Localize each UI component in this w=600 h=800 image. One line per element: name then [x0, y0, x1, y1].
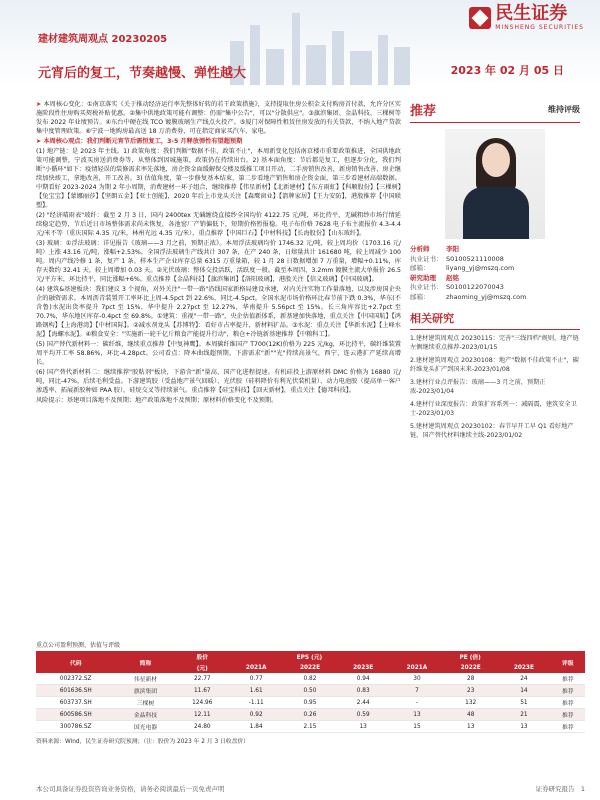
skyline-building [394, 47, 410, 85]
skyline-building [306, 45, 326, 85]
related-research-item[interactable]: 1.建材建筑周观点 20230115：完善"三线四档"规则，地产链左侧继续重点推荐-2023/01/15 [410, 335, 579, 351]
related-research-item[interactable]: 3.建材行业点评报告：玻璃——3 月之前，预期正浓-2023/01/04 [410, 379, 546, 395]
related-research-title: 相关研究 [410, 310, 580, 330]
disclaimer-text: 本公司具备证券投资咨询业务资格，请务必阅读最后一页免责声明 [36, 785, 225, 793]
logo-text-cn: 民生证券 [495, 3, 568, 24]
summary-paragraph: (2) "经济晴雨表"玻纤：截至 2 月 3 日，国内 2400tex 无碱缠绕直接纱全国均价 4122.75 元/吨，环比持平，无碱粗纱市场行情延续稳定趋势，节后近日市场整体需求尚未恢复，各池窑厂产销偏低下，短期价格暂报稳。电子布价格 7628 电子布主流报价 4.3-4.4 元/米不等（重庆国际 4.35 元/米，林州光远 4.35 元/米），重点推荐【中国巨石】【中材科技】【长海股份】【山东玻纤】。 [36, 212, 401, 237]
table-header: 股价 [175, 651, 229, 662]
table-subheader: 2022E [283, 662, 336, 673]
analyst-cert: S0100122070043 [446, 283, 504, 291]
forecast-table [36, 651, 585, 733]
skyline-building [350, 51, 372, 85]
related-research-item[interactable]: 2.建材建筑周观点 20230108：地产"数据不佳政策不止"，碳纤维龙头扩产到国未来-2023/01/08 [410, 357, 579, 373]
logo-icon [469, 7, 491, 29]
skyline-building [332, 31, 344, 85]
table-row: 600586.SH 金晶科技 12.11 0.92 0.26 0.59 13 48 21 推荐 [36, 709, 585, 721]
table-subheader: (元) [175, 662, 229, 673]
table-subheader: 2023E [497, 662, 550, 673]
summary-heading: ➤ 本周核心观点：我们判断元宵节后需恒复工，3-5 月释放弹性有望超预期 [36, 138, 243, 145]
table-subheader: 2022E [444, 662, 497, 673]
summary-paragraph: ➤ 本周核心变化：①南京落实《关于推动经济运行率先整体好转的若干政策措施》，支持提取住房公积金支付购房首付款，允许分区实施阶段性住房购买契税补贴优惠。②集中供地政策可能有调整：仍需"集中公告"，可以"分散供应"。③旗滨集团、金晶科技、三棵树等发布 2022 年业绩预告。④东台中硬在线 TCO 镀膜玻璃生产线点火投产。⑤厦门对保障性租赁住房发放的有关贷款，不纳入地产贷款集中度管理政策。⑥宁波一地购房最高送 18 万消费券，可在指定商家买汽车、家电。 [36, 101, 401, 135]
table-header: 代码 [36, 651, 115, 673]
page-title: 元宵后的复工，节奏越慢、弹性越大 [38, 66, 247, 81]
page-number: 1 [580, 785, 585, 793]
table-row: 300786.SZ 国光电器 24.80 1.84 2.15 13 15 13 13 推荐 [36, 721, 585, 733]
skyline-building [266, 49, 284, 85]
table-subheader: 2021A [229, 662, 283, 673]
page-footer [36, 784, 585, 793]
recommendation: 推荐 [410, 104, 437, 119]
related-research-item[interactable]: 5.建材建筑周观点 20230102：春节早开工早 Q1 看好地产链，国产替代材料继续主线-2023/01/02 [410, 423, 574, 439]
skyline-building [250, 25, 260, 85]
footer-right: 证券研究报告 1 [535, 785, 585, 793]
bullet-icon: ➤ [36, 138, 44, 145]
table-subheader: 2021A [390, 662, 444, 673]
table-source-note: 资料来源：Wind，民生证券研究院预测；（注：股价为 2023 年 2 月 3 日收盘价） [36, 739, 249, 745]
summary-paragraph: (1) 地产链：是 2023 年主线。1) 政策角度：我们判断"数据不佳，政策不止"，本周新变化包括南京楼市重要政策推进，全国供地政策可能调整，宁波买房送消费券等，从整体到因城施策，政策仍在持续出台。2) 基本面角度：节后都是复工，但逐步分化，我们判断"小循环"如下：疫情轻误的装修需求率先落地，房企资金面缓解保交楼及缓推工项目开动，二手房销售改善，新房销售改善，房企继续加快竣工，拿地改善，开工改善。3) 估值角度，第一步修复基本结束，第二步看地产销售和房企资金面，第三步看建材高端数据。中期看好 2023-2024 为期 2 年小周期，消费建材一环子组合，继续推荐【伟星新材】【北新建材】【东方雨虹】【科顺股份】【三棵树】【兔宝宝】【蒙娜丽莎】【坚朗五金】【亚士创能】，2020 年后上市龙头关注【森鹰窗业】【箭牌家居】【王力安防】，港股推荐【中国联塑】。 [36, 148, 401, 209]
table-header: 评级 [550, 651, 585, 673]
logo-text-en: MINSHENG SECURITIES [495, 24, 584, 31]
rating-row [410, 100, 580, 123]
analyst-name: 李阳 [446, 245, 459, 253]
table-subheader: 2023E [337, 662, 390, 673]
rating-status: 维持评级 [548, 105, 580, 114]
brand-logo [469, 4, 584, 31]
summary-paragraph: (6) 国产替代新材料二：继续推荐"胶粘剂"板块，下游含"新"量高，国产化进程提速。有机硅投上游原材料 DMC 价格为 16880 元/吨，同比-47%，后续毛利受益。下游建筑胶（受益地产景气回暖）、光伏胶（硅料降价有利光伏装机量）、动力电池胶（提高单一客户渗透率、拓展新胶种如 PAA 胶），硅烷交叉等持续景气。重点推荐【硅宝科技】【回天新材】，重点关注【德邦科技】。 [36, 369, 401, 394]
report-date: 2023 年 02 月 05 日 [450, 64, 564, 77]
table-row: 601636.SH 旗滨集团 11.67 1.61 0.50 0.83 7 23 14 推荐 [36, 685, 585, 697]
report-type: 建材建筑周观点 20230205 [38, 34, 168, 45]
skyline-building [378, 35, 388, 85]
analyst-cert: S0100521110008 [446, 254, 504, 263]
table-header: PE (倍) [390, 651, 551, 662]
analyst-name: 赵铭 [446, 273, 459, 282]
analyst-photo [445, 129, 545, 239]
skyline-building [292, 13, 300, 85]
analyst-block: 分析师 李阳 执业证书： S0100521110008 邮箱： liyang_yj@mszq.com 研究助理 赵铭 执业证书： S0100122070043 邮箱： zhaoming_yj@mszq.com [410, 245, 527, 301]
summary-paragraph: (5) 国产替代新材料一：碳纤维，继续重点推荐【中复神鹰】。本周碳纤维国产 T700(12K)价格为 225 元/kg，环比持平，碳纤维装置周平均开工率 58.86%，环比-4.28pct。公司看点：降本曲线超预期，下游需求"新""光"持续高景气，西宁、连云港扩产延续高增长。 [36, 341, 401, 366]
forecast-table-section [36, 640, 585, 745]
table-header: 简称 [115, 651, 175, 673]
summary-paragraph: (4) 建筑&基建板块：我们建议 3 个视角，对外关注"一带一路"沿线国家新格局建设承建，对内关注实物工作量落地，以及涉房国企央企的融资需求。本周沥青装置开工率环比上周-4.5pct 到 22.6%，同比-4.5pct。全国水泥市场价格环比春节前下跌 0.3%，华东(不含鲁)水泥出货率提升 7pct 至 15%，华中提升 2.27pct 至 12.27%，华南提升 5.56pct 至 15%。长三角库容比+2.7pct 至 70.7%，华东地区库存-0.4pct 至 69.8%。①建筑：重视"一带一路"，央企估值新体系，新基建加快落地，重点关注【中国国航】【鸿路钢构】【上海港湾】【中材国际】。②减水剂龙头【苏博特】：看好市占率提升，新材料扩品。③水泥：重点关注【华新水泥】【上峰水泥】【海螺水泥】。④粮食安全："实施新一轮千亿斤粮食产能提升行动"，粮仓+冷链新基建推荐【中粮科工】。 [36, 286, 401, 338]
table-title: 重点公司盈利预测、估值与评级 [36, 642, 121, 649]
table-header: EPS (元) [229, 651, 390, 662]
sidebar [410, 100, 580, 440]
analyst-role: 研究助理 [410, 273, 436, 282]
risk-warning: 风险提示：基建项目落地不及预期；地产政策落地不及预期；原材料价格变化不及预期。 [36, 397, 278, 404]
table-row: 603737.SH 三棵树 124.96 -1.11 0.95 2.44 - 132 51 推荐 [36, 697, 585, 709]
analyst-email[interactable]: liyang_yj@mszq.com [446, 264, 515, 272]
summary-paragraph: (3) 玻璃：①浮法玻璃：详见报告《玻璃——3 月之前，预期正浓》。本周浮法玻璃均价 1746.32 元/吨，较上周均价（1703.16 元/吨）上涨 43.16 元/吨，涨幅+2.53%。全国浮法玻璃生产线共计 307 条，在产 240 条，日熔量共计 161680 吨，较上周减少 100 吨。周内产线冷修 1 条，复产 1 条。样本生产企业库存总量 6315 万重量箱，较 1 月 28 日数据增加 7 万重量，增幅+0.11%，库存天数约 32.41 天，较上周增加 0.03 天。②光伏玻璃：整体交投活跃，活跃度一般。截至本周四，3.2mm 镀膜主流大单报价 26.5 元/平方米，环比持平，同比涨幅+6%。重点推荐【金晶科技】【旗滨集团】【洛阳玻璃】，港股关注【信义玻璃】【中国玻璃】。 [36, 240, 401, 283]
summary-column [36, 100, 401, 406]
analyst-role: 分析师 [410, 245, 430, 253]
bullet-icon: ➤ [36, 101, 44, 108]
table-row: 002372.SZ 伟星新材 22.77 0.77 0.82 0.94 30 28 24 推荐 [36, 673, 585, 685]
analyst-email[interactable]: zhaoming_yj@mszq.com [446, 292, 527, 301]
related-research-item[interactable]: 4.建材行业深度报告：政策扩容系列一：减隔震，建筑安全卫士-2023/01/03 [410, 401, 577, 417]
